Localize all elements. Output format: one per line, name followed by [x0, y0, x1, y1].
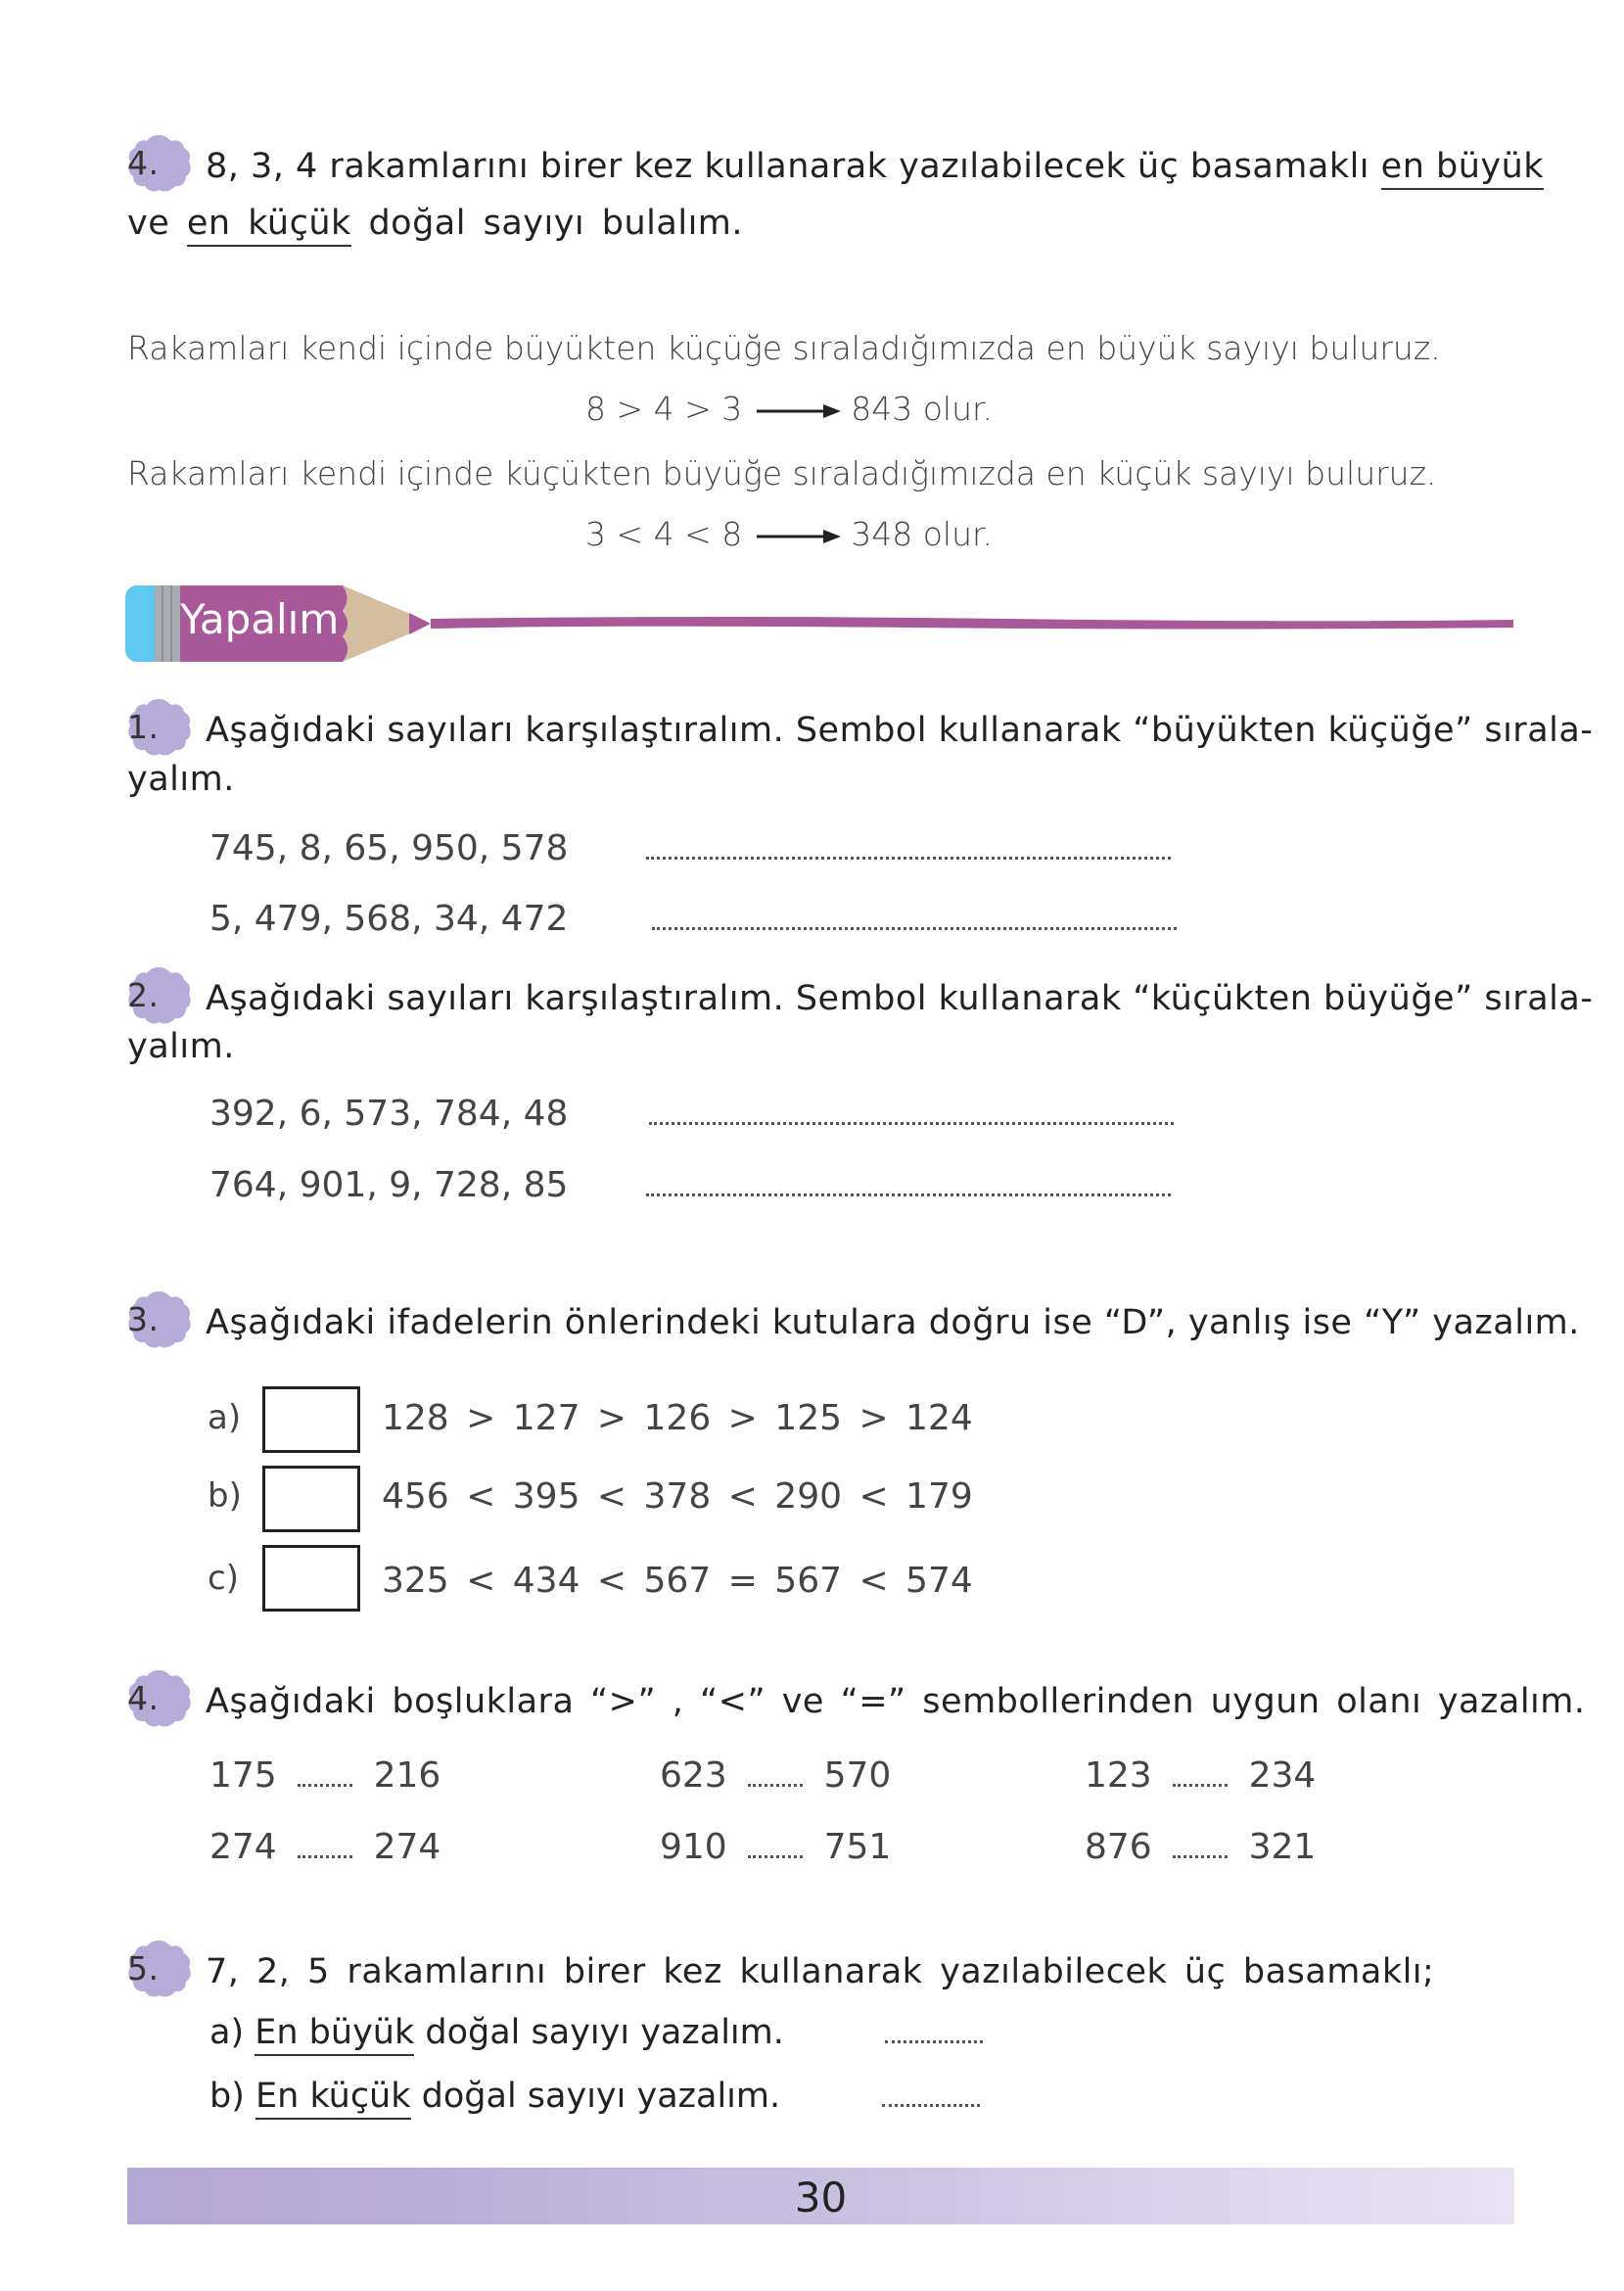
answer-box[interactable]: [262, 1386, 360, 1453]
item-label: b): [209, 2077, 245, 2116]
item-label: a): [209, 2013, 245, 2052]
question-text: Aşağıdaki ifadelerin önlerindeki kutulara doğru ise “D”, yanlış ise “Y” yazalım.: [206, 1303, 1580, 1342]
right-number: 321: [1248, 1827, 1317, 1867]
q4-line1: [127, 1672, 1586, 1733]
page-number: 30: [794, 2174, 848, 2221]
comparison-expression: 128 > 127 > 126 > 125 > 124: [382, 1398, 973, 1438]
right-number: 216: [373, 1755, 441, 1796]
question-number-badge: [127, 1668, 192, 1729]
example-result: 843 olur.: [851, 390, 994, 428]
item-text: doğal sayıyı yazalım.: [425, 2013, 784, 2052]
underlined-text: En büyük: [255, 2013, 414, 2056]
left-number: 623: [660, 1755, 727, 1796]
symbol-blank[interactable]: [298, 1855, 352, 1858]
q1-line1: [127, 701, 1594, 762]
comparison-pair: [1085, 1755, 1316, 1796]
left-number: 123: [1085, 1755, 1152, 1796]
badge-number: 4.: [127, 144, 160, 182]
q5-line1: [127, 1942, 1514, 2003]
arrow-right-icon: [753, 527, 841, 546]
comparison-pair: [1085, 1827, 1316, 1867]
q2-line2: yalım.: [127, 1027, 235, 1066]
badge-number: 1.: [127, 708, 160, 746]
badge-number: 4.: [127, 1679, 160, 1717]
comparison-pair: [660, 1755, 891, 1796]
intro-text: ve: [127, 204, 170, 243]
page-footer-bar: [127, 2168, 1514, 2224]
underlined-text: En küçük: [255, 2077, 411, 2120]
comparison-expression: 456 < 395 < 378 < 290 < 179: [382, 1476, 973, 1517]
explanation-2: Rakamları kendi içinde küçükten büyüğe sıraladığımızda en küçük sayıyı buluruz.: [127, 454, 1437, 492]
intro-question-line1: [127, 137, 1545, 198]
symbol-blank[interactable]: [298, 1784, 352, 1787]
answer-blank[interactable]: [882, 2104, 980, 2107]
example-1: [585, 390, 993, 428]
q5-item-b: [209, 2077, 980, 2116]
badge-number: 2.: [127, 976, 160, 1014]
right-number: 751: [823, 1827, 892, 1867]
badge-number: 5.: [127, 1949, 160, 1987]
intro-question-line2: [127, 204, 1514, 243]
item-label: b): [208, 1476, 242, 1516]
yapalim-pencil-banner: [125, 584, 1515, 664]
symbol-blank[interactable]: [1173, 1784, 1228, 1787]
left-number: 274: [209, 1827, 277, 1867]
example-order: 3 < 4 < 8: [585, 515, 743, 553]
answer-blank[interactable]: [885, 2040, 983, 2043]
symbol-blank[interactable]: [1173, 1855, 1228, 1858]
answer-blank[interactable]: [646, 857, 1171, 860]
item-label: a): [208, 1398, 242, 1437]
question-number-badge: [127, 1939, 192, 1999]
symbol-blank[interactable]: [748, 1855, 803, 1858]
q2-line1: [127, 969, 1594, 1030]
underlined-text: en küçük: [187, 204, 351, 247]
badge-number: 3.: [127, 1300, 160, 1338]
right-number: 234: [1248, 1755, 1317, 1796]
q3-line1: [127, 1293, 1580, 1354]
q2-row: [209, 1165, 1171, 1205]
question-number-badge: [127, 1289, 192, 1350]
question-number-badge: [127, 697, 192, 758]
q1-line2: yalım.: [127, 760, 235, 799]
underlined-text: en büyük: [1381, 147, 1544, 190]
q1-row: [209, 828, 1171, 868]
answer-blank[interactable]: [646, 1193, 1171, 1196]
intro-text: 8, 3, 4 rakamlarını birer kez kullanarak yazılabilecek üç basamaklı: [206, 147, 1370, 186]
right-number: 274: [373, 1827, 441, 1867]
number-list: 745, 8, 65, 950, 578: [209, 828, 569, 868]
question-number-badge: [127, 965, 192, 1026]
intro-text: doğal sayıyı bulalım.: [368, 204, 744, 243]
explanation-1: Rakamları kendi içinde büyükten küçüğe sıraladığımızda en büyük sayıyı buluruz.: [127, 329, 1441, 367]
banner-label: Yapalım: [180, 595, 340, 643]
arrow-right-icon: [753, 401, 841, 421]
answer-blank[interactable]: [652, 927, 1177, 930]
comparison-pair: [660, 1827, 891, 1867]
comparison-pair: [209, 1827, 441, 1867]
example-2: [585, 515, 993, 553]
question-number-badge: [127, 133, 192, 194]
answer-box[interactable]: [262, 1466, 360, 1532]
q1-row: [209, 899, 1177, 939]
item-label: c): [208, 1559, 239, 1598]
right-number: 570: [823, 1755, 892, 1796]
question-text: Aşağıdaki sayıları karşılaştıralım. Sembol kullanarak “küçükten büyüğe” sırala-: [206, 979, 1594, 1018]
left-number: 175: [209, 1755, 277, 1796]
comparison-expression: 325 < 434 < 567 = 567 < 574: [382, 1561, 973, 1601]
q5-item-a: [209, 2013, 983, 2052]
item-text: doğal sayıyı yazalım.: [421, 2077, 781, 2116]
question-text: Aşağıdaki sayıları karşılaştıralım. Sembol kullanarak “büyükten küçüğe” sırala-: [206, 711, 1594, 750]
question-text: Aşağıdaki boşluklara “>” , “<” ve “=” sembollerinden uygun olanı yazalım.: [206, 1682, 1586, 1721]
symbol-blank[interactable]: [748, 1784, 803, 1787]
q2-row: [209, 1094, 1174, 1134]
answer-blank[interactable]: [649, 1122, 1174, 1125]
example-order: 8 > 4 > 3: [585, 390, 743, 428]
number-list: 764, 901, 9, 728, 85: [209, 1165, 569, 1205]
left-number: 876: [1085, 1827, 1152, 1867]
question-text: 7, 2, 5 rakamlarını birer kez kullanarak yazılabilecek üç basamaklı;: [206, 1952, 1435, 1991]
left-number: 910: [660, 1827, 727, 1867]
answer-box[interactable]: [262, 1545, 360, 1612]
comparison-pair: [209, 1755, 441, 1796]
example-result: 348 olur.: [851, 515, 994, 553]
number-list: 5, 479, 568, 34, 472: [209, 899, 569, 939]
number-list: 392, 6, 573, 784, 48: [209, 1094, 569, 1134]
